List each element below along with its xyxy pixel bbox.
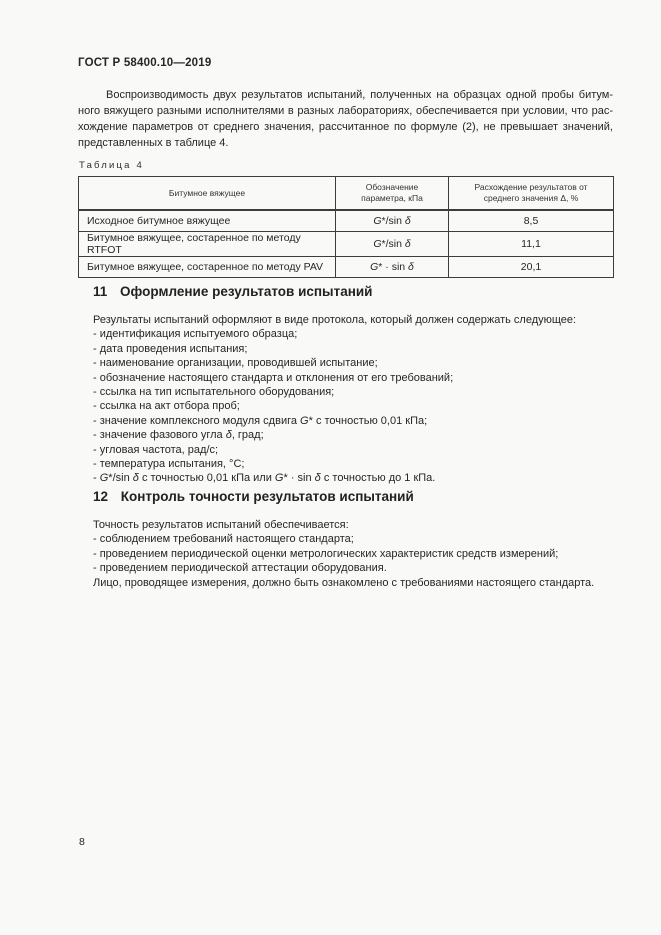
cell-deviation: 8,5: [449, 210, 614, 232]
cell-binder: Битумное вяжущее, состаренное по методу PAV: [79, 257, 336, 278]
section-11: [93, 284, 613, 486]
list-item: - обозначение настоящего стандарта и отклонения от его требований;: [93, 371, 454, 384]
list-item: - проведением периодической аттестации оборудования.: [93, 562, 387, 575]
section-11-heading: [93, 284, 613, 300]
section-12-heading: [93, 489, 613, 505]
cell-deviation: 20,1: [449, 257, 614, 278]
list-item: - ссылка на тип испытательного оборудования;: [93, 386, 335, 399]
list-item: - ссылка на акт отбора проб;: [93, 400, 240, 413]
intro-paragraph: [78, 87, 613, 151]
cell-parameter: G* · sin δ: [336, 257, 449, 278]
table-row: [79, 257, 614, 278]
intro-line: Воспроизводимость двух результатов испытаний, полученных на образцах одной пробы битум-: [106, 89, 613, 101]
column-header-parameter: Обозначение параметра, кПа: [336, 177, 449, 211]
list-item: - температура испытания, °С;: [93, 458, 245, 471]
list-item: - дата проведения испытания;: [93, 342, 248, 355]
column-header-binder: Битумное вяжущее: [79, 177, 336, 211]
list-item: - значение фазового угла δ, град;: [93, 429, 264, 442]
list-item: - значение комплексного модуля сдвига G* с точностью 0,01 кПа;: [93, 414, 428, 427]
list-item: - идентификация испытуемого образца;: [93, 328, 298, 341]
intro-line: ного вяжущего разными исполнителями в разных лабораториях, обеспечивается при условии, что рас-: [78, 105, 613, 117]
list-item: - угловая частота, рад/с;: [93, 443, 219, 456]
table-row: [79, 232, 614, 257]
intro-line: хождение параметров от среднего значения, рассчитанное по формуле (2), не превышает значений,: [78, 121, 613, 133]
cell-binder: Битумное вяжущее, состаренное по методу RTFOT: [79, 232, 336, 257]
table-caption: Таблица 4: [79, 160, 144, 171]
list-item: - проведением периодической оценки метрологических характеристик средств измерений;: [93, 547, 559, 560]
table-row: [79, 210, 614, 232]
column-header-deviation: Расхождение результатов от среднего значения Δ, %: [449, 177, 614, 211]
table-header-row: [79, 177, 614, 211]
section-lead: Точность результатов испытаний обеспечивается:: [93, 519, 349, 531]
list-item: - наименование организации, проводившей испытание;: [93, 357, 378, 370]
intro-line: представленных в таблице 4.: [78, 137, 229, 149]
section-number: 12: [93, 489, 109, 504]
cell-binder: Исходное битумное вяжущее: [79, 210, 336, 232]
list-item: - G*/sin δ с точностью 0,01 кПа или G* · sin δ с точностью до 1 кПа.: [93, 472, 436, 485]
table-4: [78, 176, 614, 278]
cell-parameter: G*/sin δ: [336, 232, 449, 257]
section-number: 11: [93, 284, 108, 299]
section-12: [93, 489, 613, 590]
cell-parameter: G*/sin δ: [336, 210, 449, 232]
standard-code-header: ГОСТ Р 58400.10—2019: [78, 57, 212, 69]
section-title: Оформление результатов испытаний: [120, 284, 373, 299]
cell-deviation: 11,1: [449, 232, 614, 257]
page-number: 8: [79, 836, 85, 848]
list-item: - соблюдением требований настоящего стандарта;: [93, 533, 354, 546]
closing-paragraph: Лицо, проводящее измерения, должно быть ознакомлено с требованиями настоящего стандарта.: [93, 576, 595, 589]
section-title: Контроль точности результатов испытаний: [120, 489, 414, 504]
section-lead: Результаты испытаний оформляют в виде протокола, который должен содержать следующее:: [93, 314, 577, 326]
